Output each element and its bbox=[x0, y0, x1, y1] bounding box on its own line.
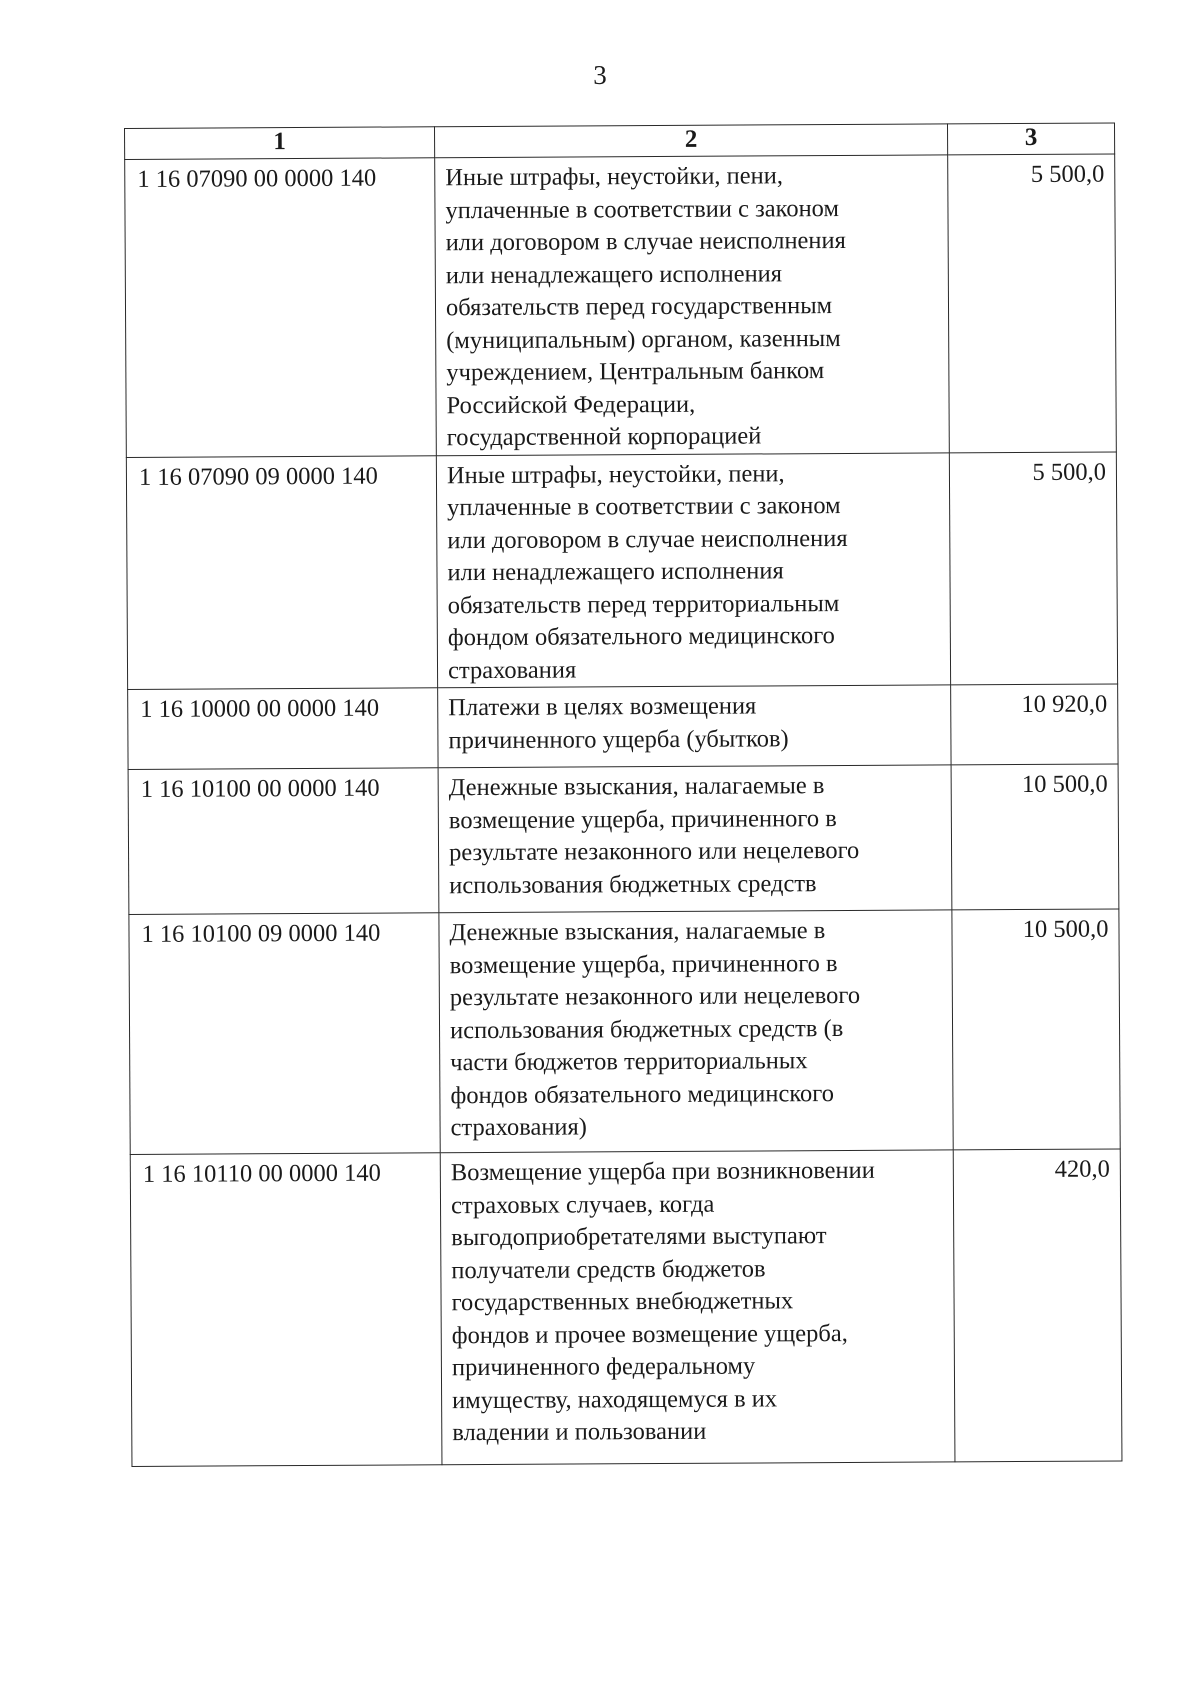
row-name bbox=[438, 685, 951, 768]
row-name-line: фондов и прочее возмещение ущерба, bbox=[451, 1319, 848, 1349]
row-name-line: Иные штрафы, неустойки, пени, bbox=[445, 162, 784, 192]
row-name-line: обязательств перед государственным bbox=[445, 292, 833, 322]
row-name-line: получатели средств бюджетов bbox=[451, 1254, 766, 1284]
row-name-line: учреждением, Центральным банком bbox=[446, 357, 825, 387]
header-cell-2: 2 bbox=[434, 124, 947, 158]
table-row bbox=[126, 451, 1117, 689]
row-name-line: обязательств перед территориальным bbox=[447, 589, 840, 619]
row-name-line: использования бюджетных средств (в bbox=[449, 1014, 844, 1044]
row-name-line: имуществу, находящемуся в их bbox=[452, 1384, 778, 1414]
row-name-line: страхования bbox=[447, 655, 577, 684]
row-code: 1 16 10000 00 0000 140 bbox=[128, 688, 438, 770]
row-name-line: части бюджетов территориальных bbox=[450, 1047, 808, 1077]
row-name-line: фондом обязательного медицинского bbox=[447, 622, 835, 652]
row-name-line: Денежные взыскания, налагаемые в bbox=[449, 917, 826, 947]
row-name-line: фондов обязательного медицинского bbox=[450, 1079, 835, 1109]
row-name bbox=[439, 910, 953, 1153]
header-cell-3: 3 bbox=[947, 123, 1114, 155]
header-cell-1: 1 bbox=[125, 127, 435, 160]
row-name-line: государственных внебюджетных bbox=[451, 1287, 794, 1317]
row-amount: 10 500,0 bbox=[951, 764, 1119, 910]
row-amount: 5 500,0 bbox=[949, 451, 1117, 684]
row-name-line: Иные штрафы, неустойки, пени, bbox=[446, 459, 785, 489]
page-number: 3 bbox=[593, 60, 607, 90]
row-amount: 420,0 bbox=[953, 1149, 1122, 1462]
row-name-line: результате незаконного или нецелевого bbox=[448, 836, 860, 867]
row-code: 1 16 10110 00 0000 140 bbox=[130, 1153, 442, 1467]
row-name-line: Возмещение ущерба при возникновении bbox=[450, 1156, 875, 1187]
row-code: 1 16 07090 00 0000 140 bbox=[125, 158, 437, 457]
row-name-line: выгодоприобретателями выступают bbox=[451, 1222, 827, 1252]
row-name-line: страховых случаев, когда bbox=[450, 1190, 715, 1219]
revenue-table bbox=[124, 122, 1122, 1467]
row-name-line: возмещение ущерба, причиненного в bbox=[448, 804, 837, 834]
row-name-line: страхования) bbox=[450, 1113, 588, 1142]
row-name-line: владении и пользовании bbox=[452, 1417, 707, 1447]
row-name-line: Платежи в целях возмещения bbox=[448, 692, 757, 722]
row-code: 1 16 07090 09 0000 140 bbox=[126, 455, 437, 689]
row-name-line: или договором в случае неисполнения bbox=[447, 524, 848, 554]
row-name bbox=[435, 155, 950, 455]
table-row bbox=[128, 684, 1118, 770]
row-name-line: уплаченные в соответствии с законом bbox=[447, 492, 841, 522]
row-name-line: возмещение ущерба, причиненного в bbox=[449, 949, 838, 979]
row-name-line: причиненного федеральному bbox=[451, 1352, 756, 1382]
row-name-line: или ненадлежащего исполнения bbox=[447, 557, 784, 587]
table-row bbox=[128, 764, 1119, 915]
row-name-line: Российской Федерации, bbox=[446, 390, 696, 419]
row-amount: 10 920,0 bbox=[951, 684, 1118, 765]
table-row bbox=[130, 1149, 1122, 1467]
row-name bbox=[438, 765, 952, 913]
row-name bbox=[436, 452, 950, 687]
row-name-line: или ненадлежащего исполнения bbox=[445, 259, 783, 289]
row-name-line: (муниципальным) органом, казенным bbox=[446, 324, 841, 354]
row-name-line: причиненного ущерба (убытков) bbox=[448, 724, 789, 754]
row-name-line: уплаченные в соответствии с законом bbox=[445, 194, 840, 224]
row-name-line: Денежные взыскания, налагаемые в bbox=[448, 772, 825, 802]
row-name-line: государственной корпорацией bbox=[446, 422, 762, 452]
row-code: 1 16 10100 00 0000 140 bbox=[128, 768, 439, 915]
row-amount: 5 500,0 bbox=[948, 154, 1117, 452]
row-name-line: результате незаконного или нецелевого bbox=[449, 981, 861, 1012]
table-row bbox=[125, 154, 1117, 457]
table-row bbox=[129, 909, 1120, 1155]
row-code: 1 16 10100 09 0000 140 bbox=[129, 913, 440, 1155]
row-name bbox=[440, 1150, 955, 1465]
row-name-line: использования бюджетных средств bbox=[449, 869, 817, 899]
row-amount: 10 500,0 bbox=[952, 909, 1120, 1150]
row-name-line: или договором в случае неисполнения bbox=[445, 226, 846, 257]
